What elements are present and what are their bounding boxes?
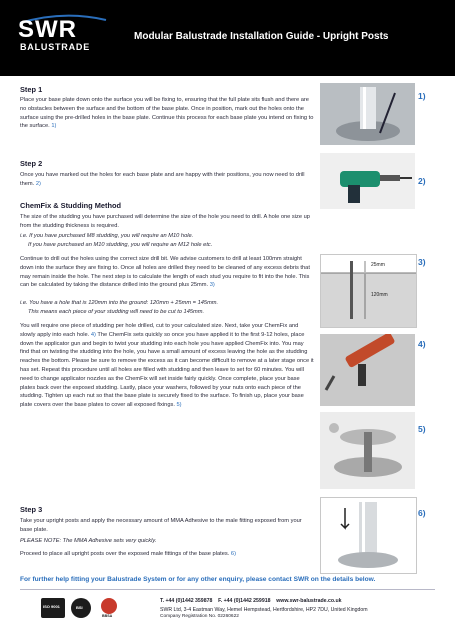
drill-icon <box>320 153 415 209</box>
footer-phone: T. +44 (0)1442 359878 <box>160 598 213 604</box>
step3-heading: Step 3 <box>20 505 43 514</box>
photo-label-5: 5) <box>418 424 426 434</box>
chemfix-gun-icon <box>320 334 415 406</box>
chemfix-ref4: 4) <box>90 331 96 338</box>
bsi-badge <box>70 597 92 619</box>
logo-text: SWR <box>18 16 77 43</box>
step1-heading: Step 1 <box>20 85 43 94</box>
chemfix-heading: ChemFix & Studding Method <box>20 201 121 210</box>
step3-body: Take your upright posts and apply the necessary amount of MMA Adhesive to the male fitting exposed from your base plate. <box>20 518 302 533</box>
upright-post-icon <box>321 498 416 573</box>
document-title: Modular Balustrade Installation Guide - Upright Posts <box>134 31 389 42</box>
chemfix-intro: The size of the studding you have purchased will determine the size of the hole you need to drill. A hole one size up from the studding thickness is required. <box>20 214 310 229</box>
photo-step1 <box>320 83 415 145</box>
iso-badge-label: ISO 9001 <box>43 604 60 609</box>
step2-body <box>20 171 314 189</box>
step1-ref: 1) <box>51 123 57 130</box>
step1-text: Place your base plate down onto the surface you will be fixing to, ensuring that the full plate sits flush and there are no obstacles between the surface and the bottom of the base plate. Once in position, mark out the holes onto the surface using the pre-drilled holes in the base plate. Continue this process for each base plate you intend on fixing to the surface. <box>20 97 314 130</box>
footer-company-reg: Company Registration No. 02260622 <box>160 614 239 619</box>
footer-phone-line <box>160 598 342 604</box>
page-header <box>0 0 455 76</box>
footer-fax: F. +44 (0)1442 259918 <box>218 598 271 604</box>
step2-heading: Step 2 <box>20 159 43 168</box>
step3-proceed <box>20 550 314 559</box>
chemfix-example2: If you have purchased an M10 studding, you will require an M12 hole etc. <box>28 242 213 248</box>
bbsa-badge <box>98 597 120 619</box>
photo-label-1: 1) <box>418 91 426 101</box>
chemfix-drill-text: Continue to drill out the holes using the correct size drill bit. We advise customers to drill at least 100mm straight down into the surface they are fixing to. Once all holes are drilled they need to be cleaned of any excess debris that may remain inside the hole. The next step is to calculate the length of each stud you require to fit into the hole. This can be calculated by taking the distance drilled into the ground plus 25mm. <box>20 256 310 289</box>
base-plate-marking-icon <box>320 83 415 145</box>
photo-step6 <box>320 497 417 574</box>
chemfix-ref5: 5) <box>176 402 182 409</box>
chemfix-calc1: i.e. You have a hole that is 120mm into the ground: 120mm + 25mm = 145mm. <box>20 300 219 306</box>
bbsa-badge-label: BBSA <box>102 614 113 618</box>
washer-nut-icon <box>320 412 415 489</box>
photo-label-4: 4) <box>418 339 426 349</box>
chemfix-drill <box>20 255 314 290</box>
photo-step5 <box>320 412 415 489</box>
chemfix-studs2-text: The ChemFix sets quickly so once you have applied it to the first 9-12 holes, place down the applicator gun and begin to twist your studding into each hole you have applied ChemFix into. You may find that on twisting the studding into the hole, you have a small amount of excess leaving the hole as the studding reaches the bottom. Please be sure to remove the excess as it can become difficult to remove at a later stage once it has set. Repeat this procedure until all holes are filled with studding and then leave to set for 60 minutes. You will need to change applicator nozzles as the ChemFix will set inside fairly quickly. Once complete, place your base plates back over the exposed studding. Lastly, place your washers, followed by your nuts onto each piece of the studding. Tighten up each nut so that the base plate is securely fixed to the surface. To finish up, place your base plate covers over the base plates to cover all exposed fixings. <box>20 331 314 409</box>
photo-step2 <box>320 153 415 209</box>
photo-step4 <box>320 334 415 406</box>
chemfix-studs <box>20 322 314 410</box>
dim-120-label: 120mm <box>371 292 388 298</box>
step2-ref: 2) <box>35 180 41 187</box>
chemfix-example1: i.e. If you have purchased M8 studding, you will require an M10 hole. <box>20 233 194 239</box>
photo-label-6: 6) <box>418 508 426 518</box>
step3-proceed-text: Proceed to place all upright posts over the exposed male fittings of the base plates. <box>20 551 230 557</box>
chemfix-ref3: 3) <box>209 282 215 289</box>
chemfix-calc2: This means each piece of your studding will need to be cut to 145mm. <box>28 309 205 315</box>
step1-body <box>20 96 314 131</box>
footer-address: SWR Ltd, 3-4 Eastman Way, Hemel Hempstead, Hertfordshire, HP2 7DU, United Kingdom <box>160 607 368 613</box>
chemfix-studs-text: You will require one piece of studding per hole drilled, cut to your calculated size. Next, take your ChemFix and slowly apply into each hole. <box>20 323 299 338</box>
footer-web[interactable]: www.swr-balustrade.co.uk <box>276 598 342 604</box>
footer-cta: For further help fitting your Balustrade System or for any other enquiry, please contact SWR on the details below. <box>20 576 376 583</box>
iso-badge <box>40 597 66 619</box>
step3-ref: 6) <box>230 551 236 557</box>
photo-step3-diagram <box>320 254 417 328</box>
logo-subtext: BALUSTRADE <box>20 42 90 52</box>
bsi-badge-label: BSI <box>76 605 83 610</box>
step3-note: PLEASE NOTE: The MMA Adhesive sets very quickly. <box>20 538 157 544</box>
photo-label-3: 3) <box>418 257 426 267</box>
footer-divider <box>20 589 435 590</box>
dim-25-label: 25mm <box>371 262 385 268</box>
photo-label-2: 2) <box>418 176 426 186</box>
stud-depth-diagram-icon <box>321 255 416 327</box>
step2-text: Once you have marked out the holes for each base plate and are happy with their positions, you now need to drill them. <box>20 172 305 187</box>
swr-logo <box>18 18 110 58</box>
